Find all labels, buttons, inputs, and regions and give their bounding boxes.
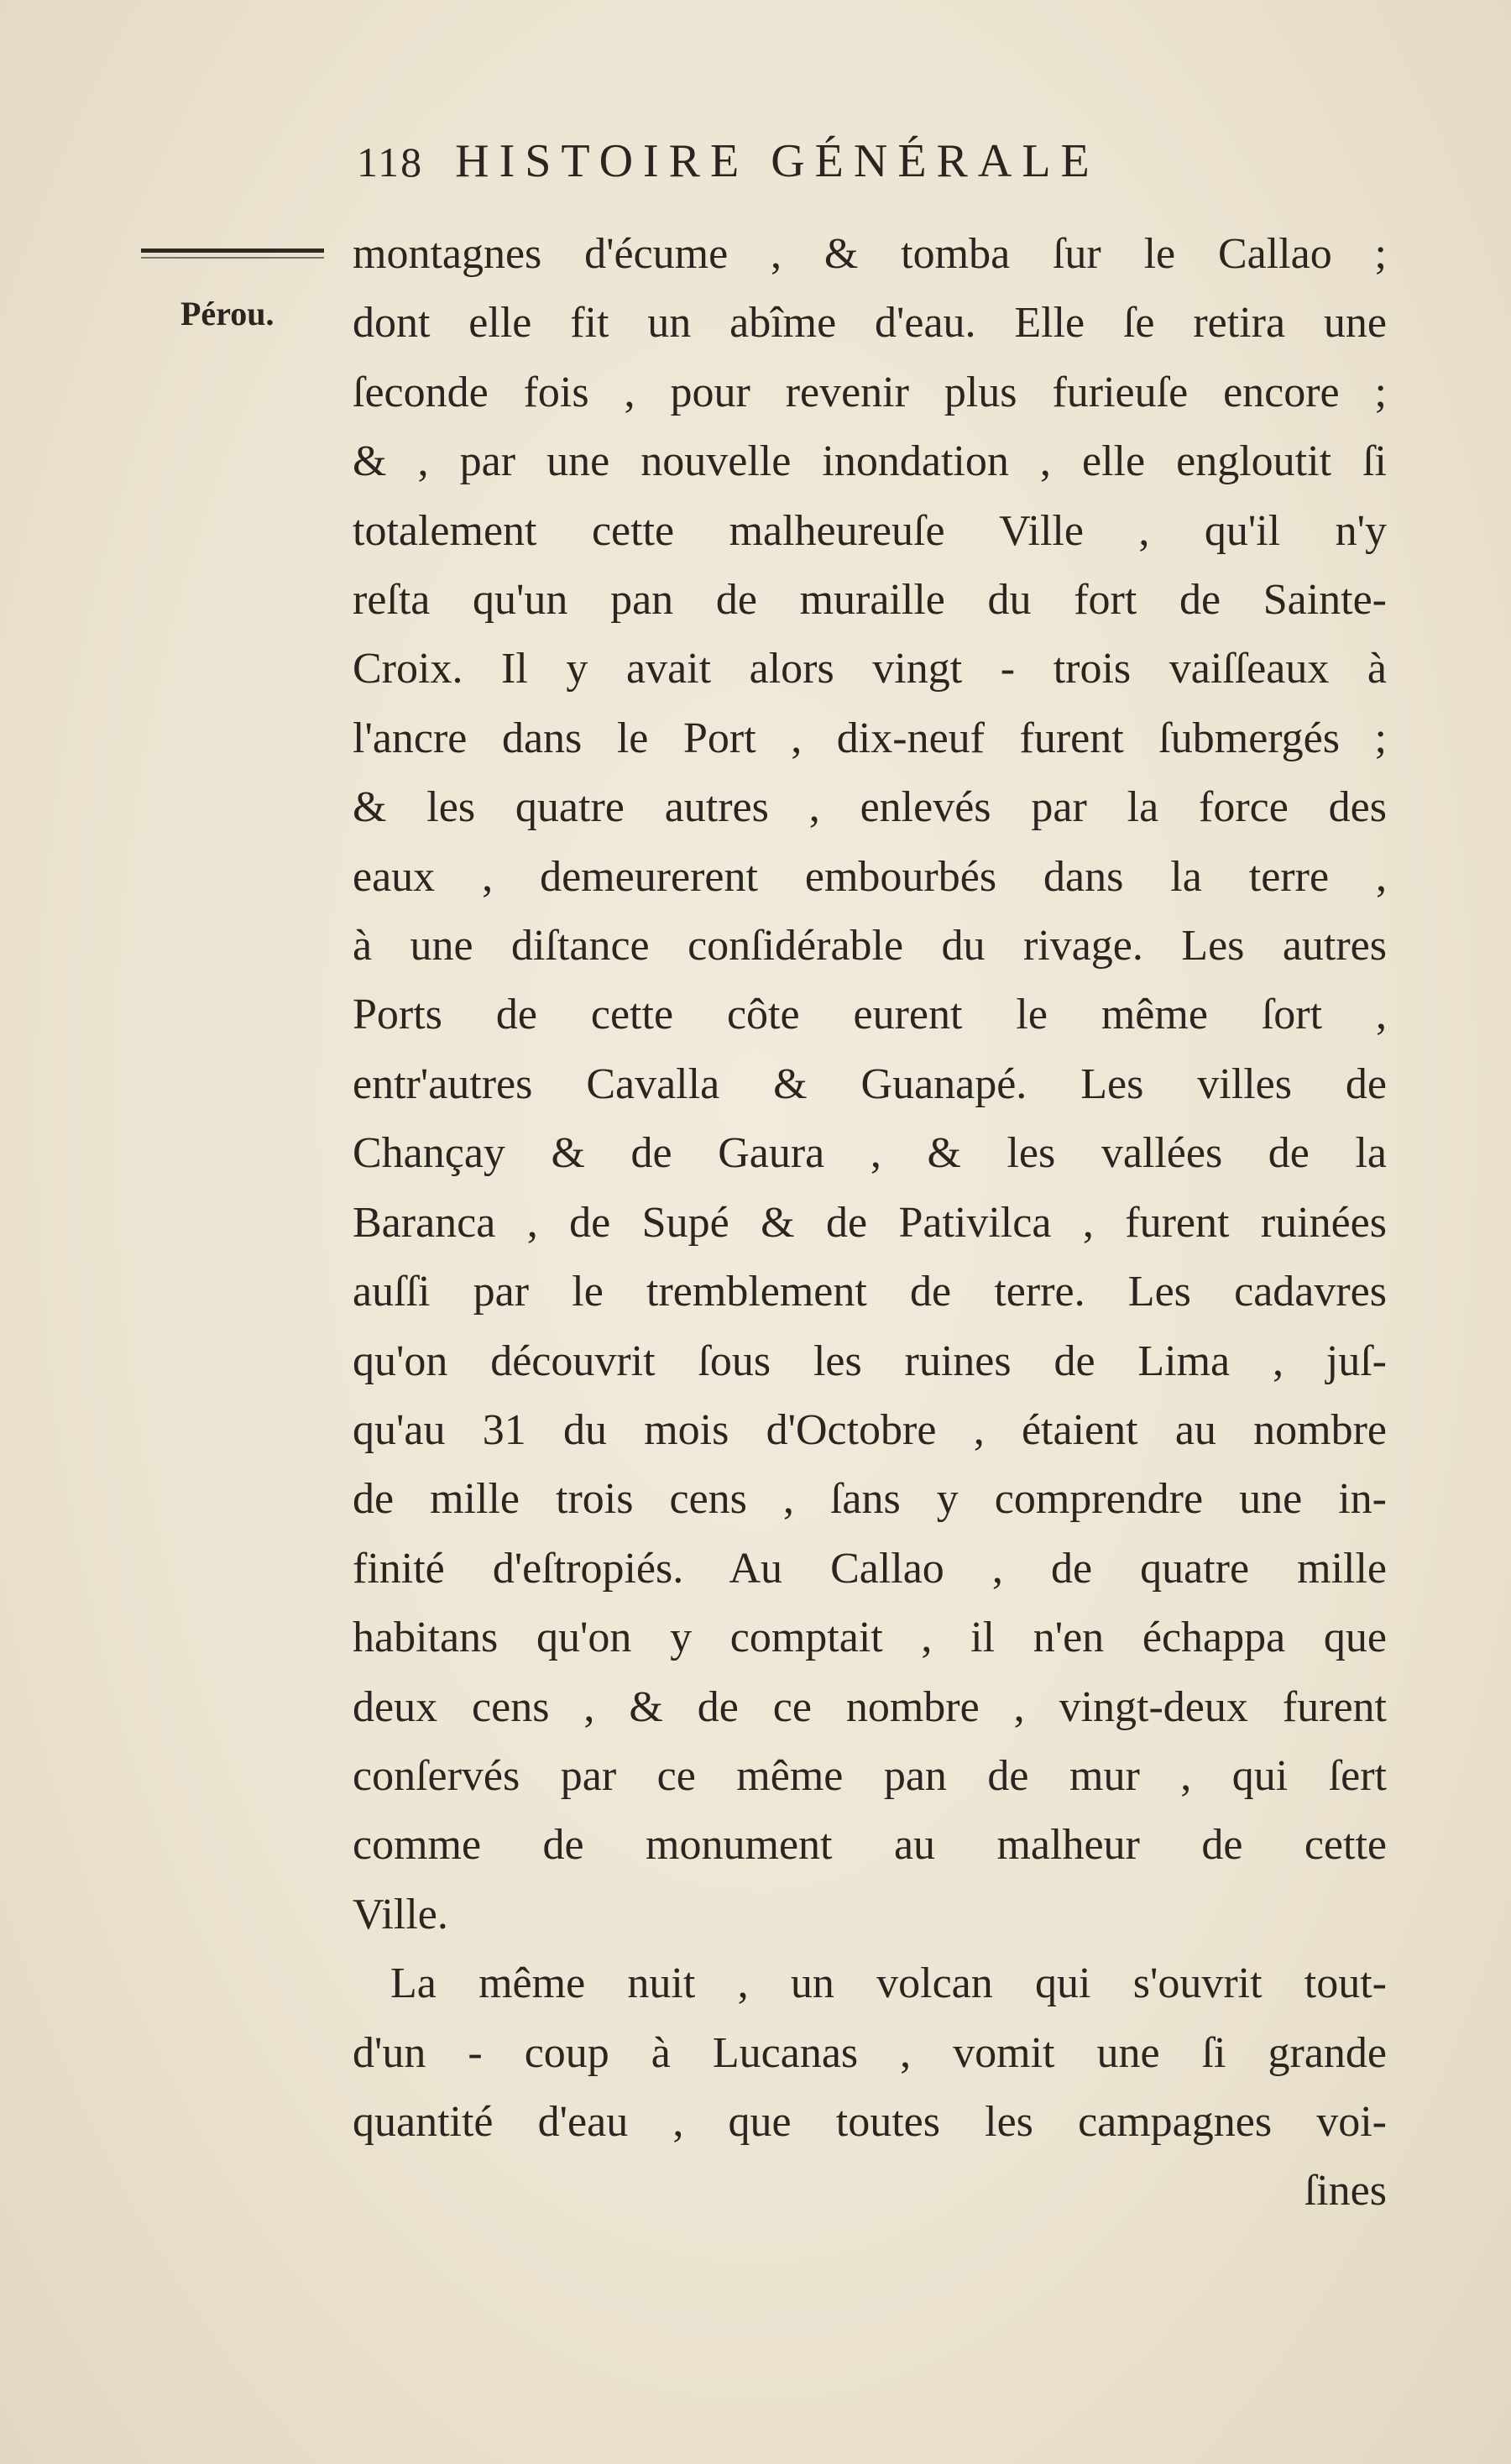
text-line: dont elle fit un abîme d'eau. Elle ſe retira une — [353, 299, 1387, 348]
text-line: Baranca , de Supé & de Pativilca , furent ruinées — [353, 1198, 1387, 1247]
margin-rule-thick — [141, 248, 324, 253]
text-line: d'un - coup à Lucanas , vomit une ſi grande — [353, 2028, 1387, 2077]
text-line: conſervés par ce même pan de mur , qui ſert — [353, 1751, 1387, 1800]
text-line: auſſi par le tremblement de terre. Les cadavres — [353, 1268, 1387, 1316]
text-line: finité d'eſtropiés. Au Callao , de quatre mille — [353, 1544, 1387, 1593]
body-text — [353, 220, 1387, 2226]
margin-note: Pérou. — [180, 295, 274, 332]
text-line: Ports de cette côte eurent le même ſort , — [353, 991, 1387, 1039]
text-line: habitans qu'on y comptait , il n'en échappa que — [353, 1614, 1387, 1662]
text-line: montagnes d'écume , & tomba ſur le Callao ; — [353, 230, 1387, 278]
text-line: & les quatre autres , enlevés par la force des — [353, 783, 1387, 832]
text-line: quantité d'eau , que toutes les campagnes voi- — [353, 2097, 1387, 2146]
page-header — [357, 134, 1385, 188]
text-line: deux cens , & de ce nombre , vingt-deux furent — [353, 1682, 1387, 1731]
text-line: qu'on découvrit ſous les ruines de Lima , juſ- — [353, 1337, 1387, 1385]
margin-rule — [141, 248, 324, 264]
running-title: HISTOIRE GÉNÉRALE — [455, 135, 1100, 187]
text-line: à une diſtance conſidérable du rivage. Les autres — [353, 922, 1387, 970]
text-line: totalement cette malheureuſe Ville , qu'il n'y — [353, 506, 1387, 555]
text-line: entr'autres Cavalla & Guanapé. Les villes de — [353, 1059, 1387, 1108]
text-line: l'ancre dans le Port , dix-neuf furent ſubmergés ; — [353, 714, 1387, 762]
text-line: La même nuit , un volcan qui s'ouvrit tout- — [390, 1959, 1387, 2008]
page-number: 118 — [357, 139, 424, 186]
text-line: reſta qu'un pan de muraille du fort de Sainte- — [353, 576, 1387, 625]
text-line: eaux , demeurerent embourbés dans la terre , — [353, 852, 1387, 901]
text-line: ſeconde fois , pour revenir plus furieuſe encore ; — [353, 368, 1387, 416]
text-line: comme de monument au malheur de cette — [353, 1821, 1387, 1870]
text-line: qu'au 31 du mois d'Octobre , étaient au nombre — [353, 1405, 1387, 1454]
text-line: de mille trois cens , ſans y comprendre une in- — [353, 1475, 1387, 1524]
text-line: Ville. — [353, 1890, 448, 1938]
catchword: ſines — [1304, 2167, 1387, 2216]
margin-rule-thin — [141, 257, 324, 259]
text-line: Chançay & de Gaura , & les vallées de la — [353, 1129, 1387, 1178]
text-line: & , par une nouvelle inondation , elle engloutit ſi — [353, 437, 1387, 486]
text-line: Croix. Il y avait alors vingt - trois vaiſſeaux à — [353, 645, 1387, 693]
